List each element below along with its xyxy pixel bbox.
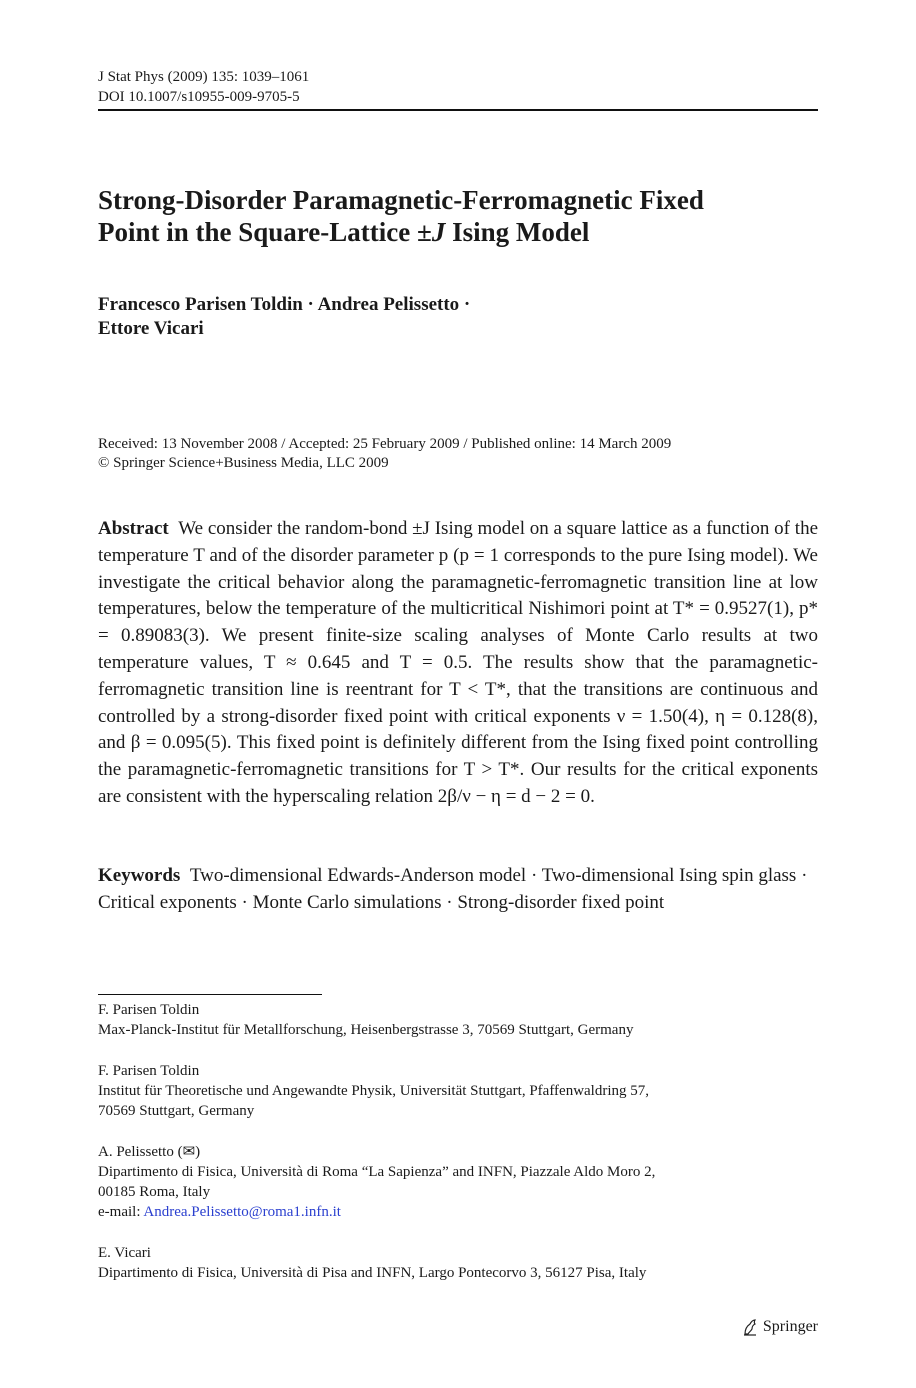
abstract — [98, 516, 818, 811]
affiliation-3 — [98, 1142, 818, 1222]
authors-line-1: Francesco Parisen Toldin · Andrea Pelissetto · — [98, 294, 471, 315]
journal-citation: J Stat Phys (2009) 135: 1039–1061 — [98, 69, 310, 85]
paper-title — [98, 184, 818, 248]
title-line-2-a: Point in the Square-Lattice ± — [98, 217, 432, 247]
affiliation-name: F. Parisen Toldin — [98, 1002, 200, 1018]
keywords-label: Keywords — [98, 865, 181, 886]
doi: DOI 10.1007/s10955-009-9705-5 — [98, 89, 300, 105]
footnote-rule — [98, 994, 322, 995]
email-line — [98, 1202, 818, 1222]
affiliation-address: Institut für Theoretische und Angewandte Physik, Universität Stuttgart, Pfaffenwaldring 57, — [98, 1083, 650, 1099]
title-line-2 — [98, 216, 818, 248]
publication-history — [98, 435, 818, 473]
publisher-name: Springer — [762, 1318, 818, 1335]
authors-line-2: Ettore Vicari — [98, 318, 204, 339]
affiliation-address: 70569 Stuttgart, Germany — [98, 1103, 255, 1119]
header-rule — [98, 109, 818, 111]
copyright-line: © Springer Science+Business Media, LLC 2009 — [98, 455, 389, 471]
affiliation-name: E. Vicari — [98, 1245, 151, 1261]
springer-horse-icon — [741, 1318, 759, 1336]
publisher-logo — [741, 1316, 818, 1338]
affiliation-address: Dipartimento di Fisica, Università di Roma “La Sapienza” and INFN, Piazzale Aldo Moro 2, — [98, 1164, 656, 1180]
author-list — [98, 293, 818, 341]
keywords-text: Two-dimensional Edwards-Anderson model · Two-dimensional Ising spin glass · Critical exponents · Monte Carlo simulations · Strong-disorder fixed point — [98, 865, 808, 913]
keywords — [98, 862, 818, 916]
email-label: e-mail: — [98, 1204, 144, 1220]
affiliation-2 — [98, 1061, 818, 1121]
dates-line: Received: 13 November 2008 / Accepted: 25 February 2009 / Published online: 14 March 2009 — [98, 436, 672, 452]
affiliation-name: F. Parisen Toldin — [98, 1063, 200, 1079]
affiliation-1 — [98, 1000, 818, 1040]
affiliation-address: Max-Planck-Institut für Metallforschung, Heisenbergstrasse 3, 70569 Stuttgart, Germany — [98, 1022, 634, 1038]
email-link[interactable]: Andrea.Pelissetto@roma1.infn.it — [143, 1204, 341, 1220]
abstract-label: Abstract — [98, 518, 169, 539]
journal-header — [98, 67, 309, 107]
title-line-2-b: Ising Model — [445, 217, 590, 247]
title-line-2-j: J — [431, 217, 446, 247]
affiliation-address: 00185 Roma, Italy — [98, 1184, 211, 1200]
abstract-text: We consider the random-bond ±J Ising model on a square lattice as a function of the temperature T and of the disorder parameter p (p = 1 corresponds to the pure Ising model). We investigate the critical behavior along the paramagnetic-ferromagnetic transition line at low temperatures, below the temperature of the multicritical Nishimori point at T* = 0.9527(1), p* = 0.89083(3). We present finite-size scaling analyses of Monte Carlo results at two temperature values, T ≈ 0.645 and T = 0.5. The results show that the paramagnetic-ferromagnetic transition line is reentrant for T < T*, that the transitions are continuous and controlled by a strong-disorder fixed point with critical exponents ν = 1.50(4), η = 0.128(8), and β = 0.095(5). This fixed point is definitely different from the Ising fixed point controlling the paramagnetic-ferromagnetic transitions for T > T*. Our results for the critical exponents are consistent with the hyperscaling relation 2β/ν − η = d − 2 = 0. — [98, 518, 818, 807]
affiliation-name: A. Pelissetto (✉) — [98, 1144, 201, 1160]
affiliation-4 — [98, 1243, 818, 1283]
title-line-1: Strong-Disorder Paramagnetic-Ferromagnetic Fixed — [98, 185, 704, 215]
affiliation-address: Dipartimento di Fisica, Università di Pisa and INFN, Largo Pontecorvo 3, 56127 Pisa, Italy — [98, 1265, 647, 1281]
